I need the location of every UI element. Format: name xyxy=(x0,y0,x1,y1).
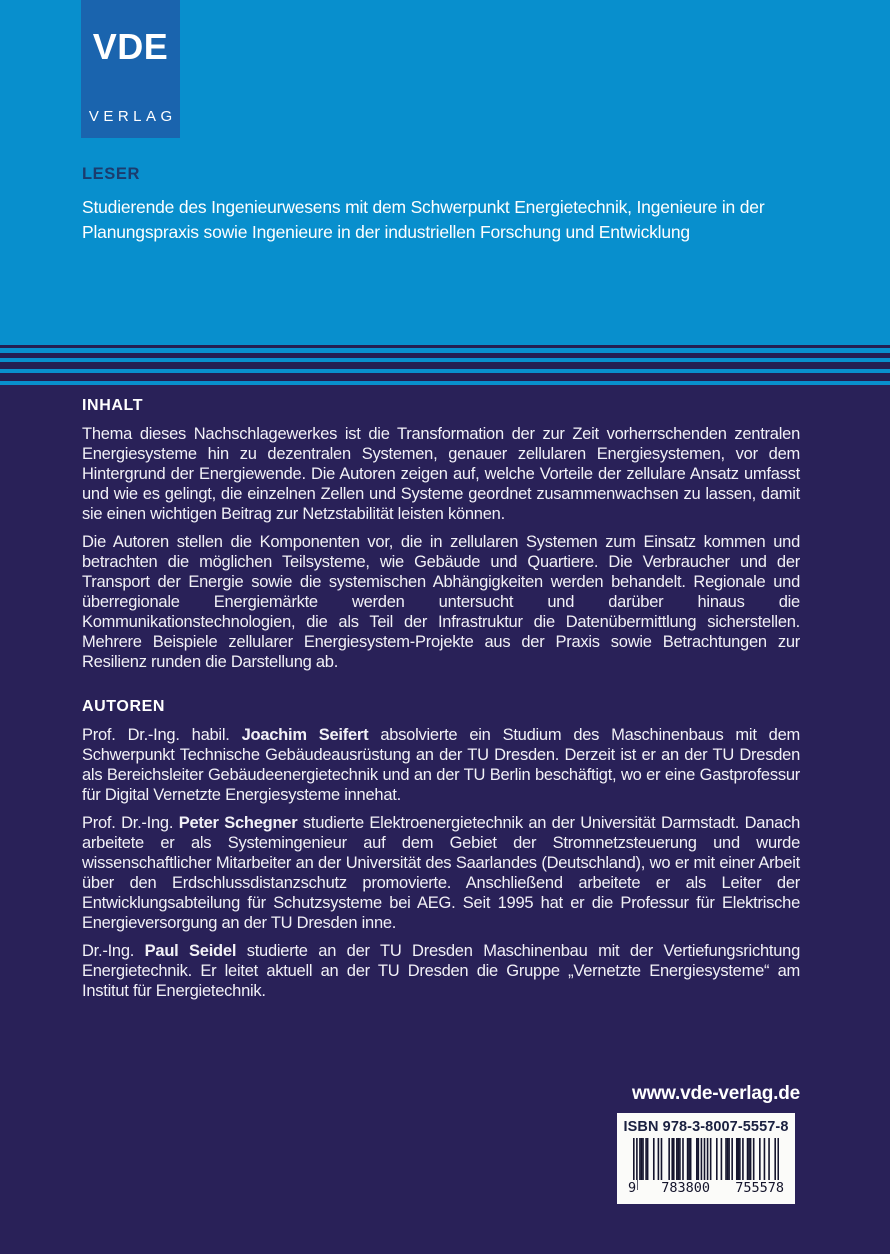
stripe xyxy=(0,373,890,381)
logo-text: VDE xyxy=(92,26,169,67)
inhalt-paragraph: Thema dieses Nachschlagewerkes ist die Transformation der zur Zeit vorherrschenden zentralen Energiesysteme hin zu dezentralen Systemen, genauer zellularen Energiesystemen, vor dem Hintergrund der Energiewende. Die Autoren zeigen auf, welche Vorteile der zellulare Ansatz umfasst und wie es gelingt, die einzelnen Zellen und Systeme geordnet zusammenwachsen zu lassen, damit sie einen wichtigen Beitrag zur Netzstabilität leisten können. xyxy=(82,425,800,523)
publisher-website: www.vde-verlag.de xyxy=(631,1083,800,1104)
logo-subtext: VERLAG xyxy=(88,108,177,125)
author-name: Paul Seidel xyxy=(144,942,237,960)
isbn-barcode-box xyxy=(617,1113,795,1204)
inhalt-heading: INHALT xyxy=(82,397,144,414)
header-section xyxy=(0,0,890,345)
author-text: Prof. Dr.-Ing. xyxy=(82,814,179,832)
author-text: studierte an der TU Dresden Maschinenbau mit der Vertiefungsrichtung Energietechnik. Er leitet aktuell an der TU Dresden die Gruppe „Vernetzte Energiesysteme“ am Institut für Energietechnik. xyxy=(82,942,801,1000)
ean13-barcode xyxy=(627,1138,785,1198)
autoren-heading: AUTOREN xyxy=(82,698,166,715)
autoren-paragraph xyxy=(82,813,800,933)
stripe-divider xyxy=(0,345,890,385)
author-text: absolvierte ein Studium des Maschinenbaus mit dem Schwerpunkt Technische Gebäudeausrüstung an der TU Dresden. Derzeit ist er an der TU Dresden als Bereichsleiter Gebäudeenergietechnik und an der TU Berlin beschäftigt, wo er eine Gastprofessur für Digital Vernetzte Energiesysteme innehat. xyxy=(82,726,800,804)
author-text: Dr.-Ing. xyxy=(82,942,145,960)
autoren-paragraph xyxy=(82,725,800,805)
leser-section xyxy=(82,165,802,245)
barcode-digit-first: 9 xyxy=(628,1180,637,1196)
inhalt-paragraph: Die Autoren stellen die Komponenten vor, die in zellularen Systemen zum Einsatz kommen und betrachten die möglichen Teilsysteme, wie Gebäude und Quartiere. Die Verbraucher und der Transport der Energie sowie die systemischen Abhängigkeiten werden behandelt. Regionale und überregionale Energiemärkte werden untersucht und darüber hinaus die Kommunikationstechnologien, die als Teil der Infrastruktur die Datenübermittlung sicherstellen. Mehrere Beispiele zellularer Energiesystem-Projekte aus der Praxis sowie Betrachtungen zur Resilienz runden die Darstellung ab. xyxy=(82,533,800,671)
author-text: Prof. Dr.-Ing. habil. xyxy=(82,726,242,744)
stripe xyxy=(0,362,890,369)
isbn-label: ISBN 978-3-8007-5557-8 xyxy=(623,1119,789,1135)
barcode-digit-group2: 755578 xyxy=(735,1180,784,1196)
leser-text: Studierende des Ingenieurwesens mit dem Schwerpunkt Energietechnik, Ingenieure in der Planungspraxis sowie Ingenieure in der industriellen Forschung und Entwicklung xyxy=(82,197,765,242)
author-text: studierte Elektroenergietechnik an der Universität Darmstadt. Danach arbeitete er als Systemingenieur auf dem Gebiet der Stromnetzsteuerung und wurde wissenschaftlicher Mitarbeiter an der Universität des Saarlandes (Deutschland), wo er mit einer Arbeit über den Erdschlussdistanzschutz promovierte. Anschließend arbeitete er als Leiter der Entwicklungsabteilung für Schutzsysteme bei AEG. Seit 1995 hat er die Professur für Elektrische Energieversorgung an der TU Dresden inne. xyxy=(82,814,800,932)
barcode-digit-group1: 783800 xyxy=(661,1180,711,1196)
barcode-digits xyxy=(627,1180,785,1196)
main-section xyxy=(0,385,890,1001)
author-name: Peter Schegner xyxy=(178,814,298,832)
autoren-paragraph xyxy=(82,941,800,1001)
vde-verlag-logo xyxy=(81,0,180,138)
author-name: Joachim Seifert xyxy=(241,726,369,744)
leser-heading: LESER xyxy=(82,165,141,183)
